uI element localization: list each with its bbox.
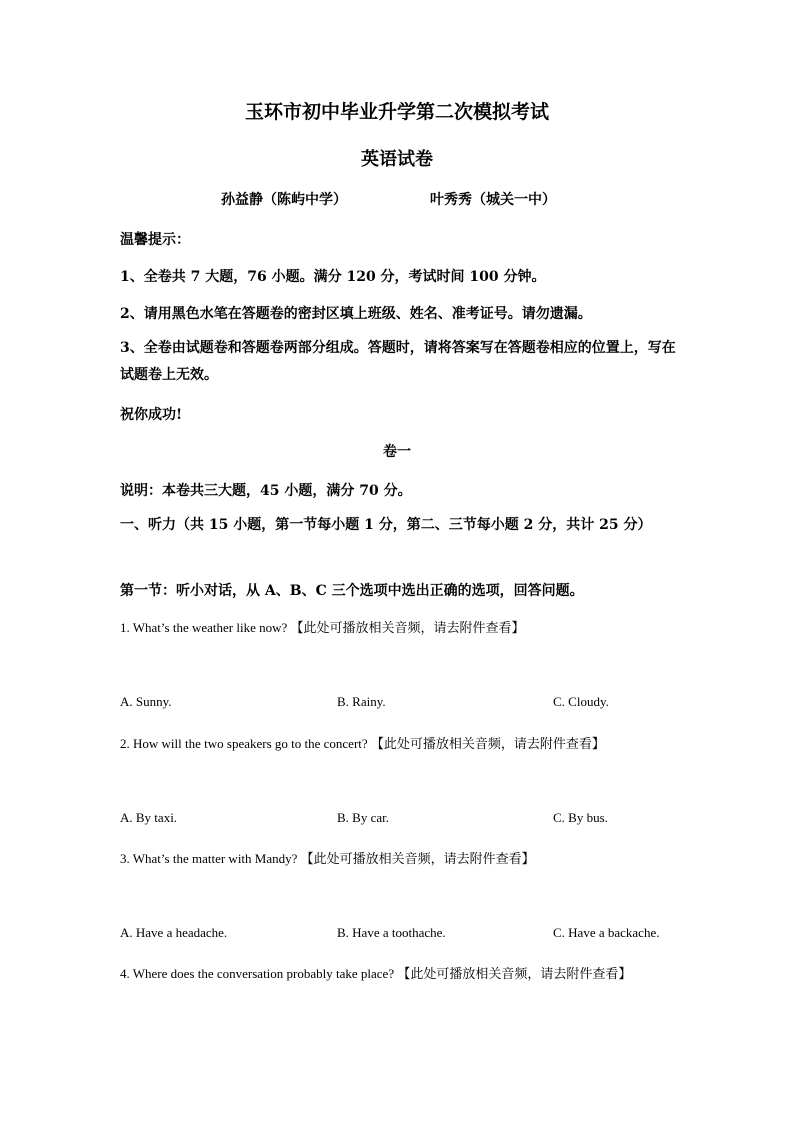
question-1: 1. What’s the weather like now? 【此处可播放相关音频，请去附件查看】	[120, 620, 525, 635]
q3-option-c: C. Have a backache.	[553, 925, 660, 940]
section1-heading: 一、听力（共 15 小题，第一节每小题 1 分，第二、三节每小题 2 分，共计 25 分）	[120, 517, 652, 533]
tips-heading: 温馨提示：	[120, 232, 190, 248]
q1-option-b: B. Rainy.	[337, 694, 386, 709]
volume-label: 卷一	[383, 444, 411, 460]
tip-item-2: 2、请用黑色水笔在答题卷的密封区填上班级、姓名、准考证号。请勿遗漏。	[120, 306, 592, 322]
author-2: 叶秀秀（城关一中）	[430, 192, 556, 208]
wish-text: 祝你成功!	[120, 407, 183, 423]
volume-note: 说明：本卷共三大题，45 小题，满分 70 分。	[120, 483, 412, 499]
section1-part1: 第一节：听小对话，从 A、B、C 三个选项中选出正确的选项，回答问题。	[120, 583, 584, 599]
q1-option-a: A. Sunny.	[120, 694, 172, 709]
question-3: 3. What’s the matter with Mandy? 【此处可播放相关音频，请去附件查看】	[120, 851, 535, 866]
q3-option-b: B. Have a toothache.	[337, 925, 446, 940]
exam-subtitle: 英语试卷	[361, 149, 433, 170]
question-4: 4. Where does the conversation probably take place? 【此处可播放相关音频，请去附件查看】	[120, 966, 632, 981]
q2-option-a: A. By taxi.	[120, 810, 178, 825]
author-1: 孙益静（陈屿中学）	[221, 192, 347, 208]
exam-title: 玉环市初中毕业升学第二次模拟考试	[244, 101, 549, 123]
q1-option-c: C. Cloudy.	[553, 694, 609, 709]
tip-item-1: 1、全卷共 7 大题，76 小题。满分 120 分，考试时间 100 分钟。	[120, 269, 546, 285]
tip-item-3: 3、全卷由试题卷和答题卷两部分组成。答题时，请将答案写在答题卷相应的位置上，写在试题卷上无效。	[120, 340, 676, 383]
q2-option-c: C. By bus.	[553, 810, 608, 825]
question-2: 2. How will the two speakers go to the concert? 【此处可播放相关音频，请去附件查看】	[120, 736, 605, 751]
q2-option-b: B. By car.	[337, 810, 389, 825]
q3-option-a: A. Have a headache.	[120, 925, 228, 940]
